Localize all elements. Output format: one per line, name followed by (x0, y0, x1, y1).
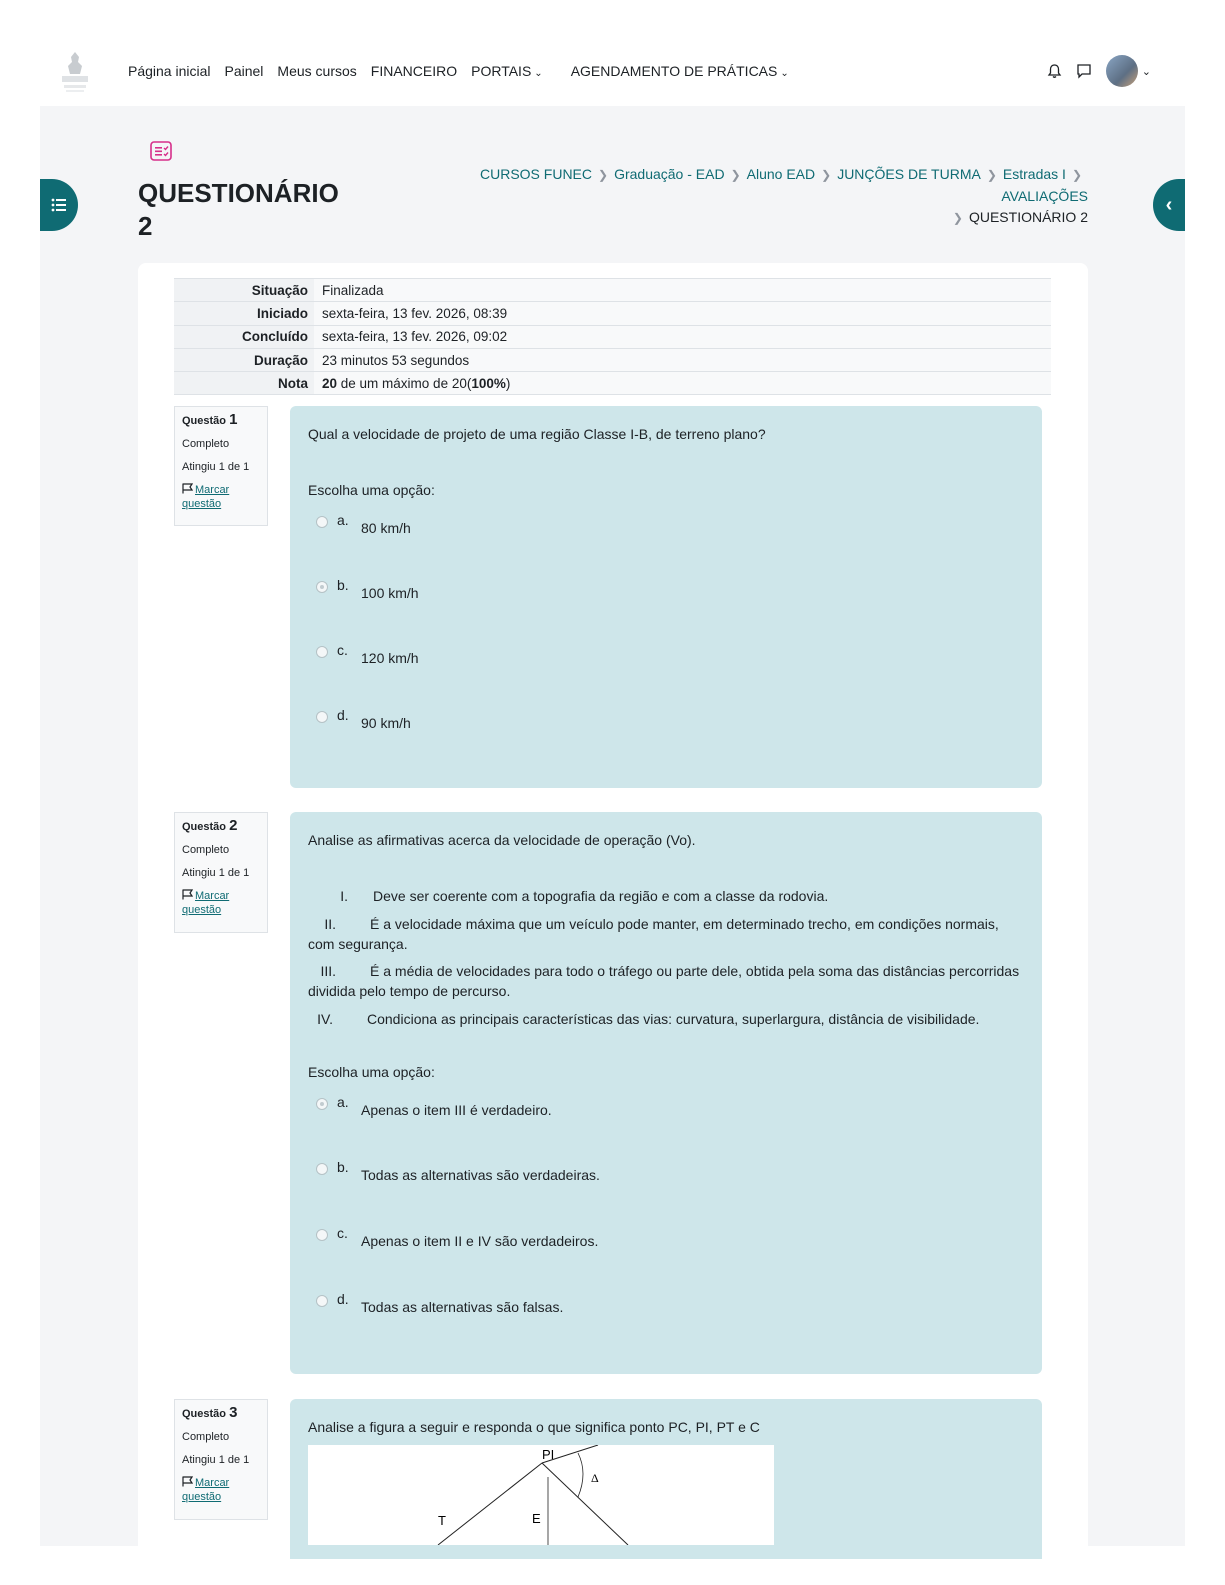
radio-button-selected[interactable] (316, 1098, 328, 1110)
grade-value: 20 (322, 375, 338, 391)
table-row (174, 348, 1051, 371)
flag-question-label[interactable]: Marcar questão (182, 890, 230, 916)
question-number (182, 1406, 260, 1421)
statement-text: É a velocidade máxima que um veículo pode manter, em determinado trecho, em condições normais, com segurança. (308, 916, 999, 952)
summary-value: 23 minutos 53 segundos (314, 348, 1051, 371)
answer-option-b[interactable] (316, 1159, 600, 1183)
page-title: QUESTIONÁRIO 2 (138, 178, 339, 241)
site-logo[interactable] (58, 48, 92, 94)
question-text: Analise a figura a seguir e responda o que significa ponto PC, PI, PT e C (308, 1419, 760, 1435)
answer-option-b[interactable] (316, 577, 419, 601)
breadcrumb-current: QUESTIONÁRIO 2 (968, 209, 1088, 225)
attempt-summary-table (174, 278, 1051, 395)
question-state: Completo (182, 844, 230, 856)
question-label: Questão (182, 1408, 227, 1420)
nav-financeiro[interactable]: FINANCEIRO (370, 63, 458, 79)
breadcrumb (400, 164, 1088, 229)
grade-mid: de um máximo de 20( (337, 375, 472, 391)
breadcrumb-aluno-ead[interactable]: Aluno EAD (746, 166, 816, 182)
quiz-review-card (138, 263, 1088, 1563)
statement-3 (308, 961, 1020, 1001)
question-label: Questão (182, 821, 227, 833)
option-letter: a. (337, 512, 349, 528)
table-row (174, 302, 1051, 325)
chevron-right-icon: ❯ (821, 168, 832, 182)
chevron-right-icon: ❯ (730, 168, 741, 182)
chevron-right-icon: ❯ (986, 168, 997, 182)
chevron-down-icon: ⌄ (1141, 65, 1151, 78)
answer-prompt: Escolha uma opção: (308, 1064, 435, 1080)
option-text: Apenas o item III é verdadeiro. (361, 1102, 552, 1118)
chevron-right-icon: ❯ (598, 168, 609, 182)
label-pi: PI (542, 1447, 555, 1462)
option-text: 120 km/h (361, 650, 419, 666)
radio-button[interactable] (316, 1295, 328, 1307)
answer-option-d[interactable] (316, 707, 411, 731)
chevron-right-icon: ❯ (952, 211, 963, 225)
nav-agendamento[interactable] (571, 63, 803, 79)
question-number (182, 819, 260, 834)
label-e: E (532, 1511, 541, 1526)
list-icon (51, 198, 67, 212)
breadcrumb-avaliacoes[interactable]: AVALIAÇÕES (1001, 188, 1088, 204)
statement-number: III. (320, 963, 336, 979)
summary-value: Finalizada (314, 279, 1051, 302)
question-grade: Atingiu 1 de 1 (182, 1454, 250, 1466)
grade-percent: 100% (471, 375, 506, 391)
answer-option-a[interactable] (316, 1094, 552, 1118)
curve-diagram-figure (308, 1445, 774, 1545)
question-state: Completo (182, 438, 230, 450)
flag-question-link[interactable] (182, 483, 260, 511)
option-letter: d. (337, 1291, 349, 1307)
breadcrumb-graduacao-ead[interactable]: Graduação - EAD (614, 166, 725, 182)
flag-icon (182, 1476, 193, 1487)
top-navbar (40, 36, 1185, 106)
flag-icon (182, 889, 193, 900)
radio-button[interactable] (316, 1163, 328, 1175)
grade-end: ) (505, 375, 511, 391)
statement-text: Condiciona as principais características das vias: curvatura, superlargura, distância de visibilidade. (367, 1011, 980, 1027)
option-letter: b. (337, 577, 349, 593)
flag-icon (182, 483, 193, 494)
statement-1 (308, 886, 1020, 906)
question-number-value: 1 (229, 411, 238, 428)
question-info (174, 1399, 268, 1520)
table-row (174, 279, 1051, 302)
summary-grade (314, 372, 1051, 395)
flag-question-label[interactable]: Marcar questão (182, 1477, 230, 1503)
option-text: Todas as alternativas são falsas. (361, 1299, 564, 1315)
summary-label: Situação (174, 279, 314, 302)
statement-number: IV. (317, 1011, 333, 1027)
statement-2 (308, 914, 1020, 954)
breadcrumb-cursos-funec[interactable]: CURSOS FUNEC (480, 166, 593, 182)
question-state: Completo (182, 1431, 230, 1443)
radio-button[interactable] (316, 711, 328, 723)
breadcrumb-estradas[interactable]: Estradas I (1002, 166, 1066, 182)
table-row (174, 372, 1051, 395)
question-number-value: 2 (229, 817, 238, 834)
radio-button-selected[interactable] (316, 581, 328, 593)
summary-label: Concluído (174, 325, 314, 348)
bell-icon[interactable] (1047, 63, 1062, 79)
summary-label: Iniciado (174, 302, 314, 325)
message-icon[interactable] (1076, 63, 1092, 79)
breadcrumb-juncoes-de-turma[interactable]: JUNÇÕES DE TURMA (837, 166, 981, 182)
summary-value: sexta-feira, 13 fev. 2026, 09:02 (314, 325, 1051, 348)
answer-prompt: Escolha uma opção: (308, 482, 435, 498)
quiz-icon (150, 141, 172, 161)
option-text: 90 km/h (361, 715, 411, 731)
radio-button[interactable] (316, 1229, 328, 1241)
nav-portais-label: PORTAIS (471, 63, 532, 79)
option-text: 80 km/h (361, 520, 411, 536)
summary-value: sexta-feira, 13 fev. 2026, 08:39 (314, 302, 1051, 325)
answer-option-c[interactable] (316, 1225, 598, 1249)
question-3-content (290, 1399, 1042, 1559)
option-letter: d. (337, 707, 349, 723)
option-letter: b. (337, 1159, 349, 1175)
statement-number: I. (340, 888, 348, 904)
option-text: 100 km/h (361, 585, 419, 601)
question-info (174, 406, 268, 526)
user-menu[interactable] (1106, 55, 1151, 87)
nav-dashboard[interactable]: Painel (224, 63, 264, 79)
question-1-content (290, 406, 1042, 788)
statement-number: II. (324, 916, 336, 932)
nav-home[interactable]: Página inicial (128, 63, 211, 79)
option-text: Apenas o item II e IV são verdadeiros. (361, 1233, 599, 1249)
flag-question-link[interactable] (182, 1476, 260, 1504)
summary-label: Duração (174, 348, 314, 371)
summary-label: Nota (174, 372, 314, 395)
question-text: Qual a velocidade de projeto de uma região Classe I-B, de terreno plano? (308, 426, 766, 442)
question-grade: Atingiu 1 de 1 (182, 461, 250, 473)
statement-text: Deve ser coerente com a topografia da região e com a classe da rodovia. (373, 888, 829, 904)
flag-question-link[interactable] (182, 889, 260, 917)
avatar (1106, 55, 1138, 87)
label-t: T (438, 1513, 446, 1528)
option-letter: a. (337, 1094, 349, 1110)
chevron-down-icon: ⌄ (534, 68, 543, 79)
nav-portais[interactable] (471, 63, 557, 79)
answer-option-a[interactable] (316, 512, 411, 536)
question-number (182, 413, 260, 428)
statement-4 (308, 1009, 1020, 1029)
label-delta: Δ (591, 1471, 599, 1485)
flag-question-label[interactable]: Marcar questão (182, 484, 230, 510)
chevron-right-icon: ❯ (1071, 168, 1082, 182)
statement-text: É a média de velocidades para todo o tráfego ou parte dele, obtida pela soma das distâncias percorridas dividida pelo tempo de percurso. (308, 963, 1020, 999)
option-letter: c. (337, 642, 348, 658)
nav-my-courses[interactable]: Meus cursos (277, 63, 357, 79)
answer-option-c[interactable] (316, 642, 419, 666)
question-label: Questão (182, 415, 227, 427)
option-letter: c. (337, 1225, 348, 1241)
nav-agendamento-label: AGENDAMENTO DE PRÁTICAS (570, 63, 778, 79)
question-grade: Atingiu 1 de 1 (182, 867, 250, 879)
question-number-value: 3 (229, 1404, 238, 1421)
answer-option-d[interactable] (316, 1291, 563, 1315)
radio-button[interactable] (316, 516, 328, 528)
chevron-down-icon: ⌄ (780, 68, 789, 79)
question-info (174, 812, 268, 933)
table-row (174, 325, 1051, 348)
option-text: Todas as alternativas são verdadeiras. (361, 1167, 600, 1183)
question-text: Analise as afirmativas acerca da velocidade de operação (Vo). (308, 832, 696, 848)
chevron-left-icon: ‹ (1165, 193, 1173, 216)
question-2-content (290, 812, 1042, 1374)
radio-button[interactable] (316, 646, 328, 658)
